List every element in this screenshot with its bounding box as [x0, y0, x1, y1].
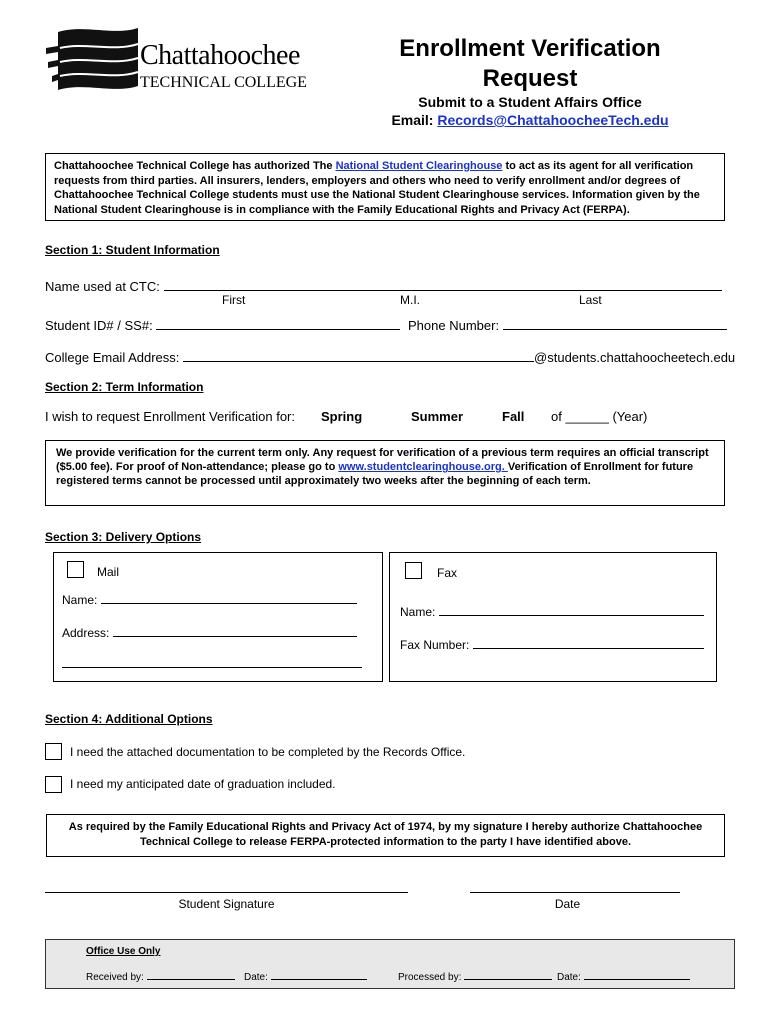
- mail-option-box: [53, 552, 383, 682]
- term-fall[interactable]: Fall: [502, 409, 525, 424]
- term-note-text-1: We provide verification for the current term only. Any request for verification of a previous term requires an official transcript ($5.00 fee). For proof of Non-attendance; please go to: [56, 447, 709, 474]
- mail-address-line-2[interactable]: [62, 667, 362, 668]
- mail-address-row: [62, 623, 357, 640]
- mail-address-label: Address:: [62, 626, 110, 640]
- processed-by-input[interactable]: [464, 969, 552, 980]
- documentation-option-label: I need the attached documentation to be completed by the Records Office.: [70, 745, 466, 759]
- processed-by-label: Processed by:: [398, 972, 462, 983]
- graduation-date-option-label: I need my anticipated date of graduation included.: [70, 777, 336, 791]
- date-label: Date: [554, 897, 581, 911]
- first-label: First: [222, 293, 246, 307]
- received-by-label: Received by:: [86, 972, 144, 983]
- fax-option-box: [389, 552, 717, 682]
- college-email-suffix: @students.chattahoocheetech.edu: [534, 350, 736, 365]
- year-field[interactable]: of ______ (Year): [551, 409, 648, 424]
- section4-heading: Section 4: Additional Options: [45, 712, 213, 726]
- phone-label: Phone Number:: [408, 318, 500, 333]
- clearinghouse-site-link[interactable]: www.studentclearinghouse.org.: [338, 461, 508, 474]
- flag-logo-icon: [44, 26, 139, 96]
- phone-input[interactable]: [503, 315, 727, 330]
- processed-date-row: [557, 969, 690, 983]
- received-date-input[interactable]: [271, 969, 367, 980]
- section3-heading: Section 3: Delivery Options: [45, 530, 202, 544]
- processed-date-label: Date:: [557, 972, 581, 983]
- fax-number-input[interactable]: [473, 635, 704, 649]
- mail-name-row: [62, 590, 357, 607]
- received-by-row: [86, 969, 235, 983]
- logo-subtitle: TECHNICAL COLLEGE: [140, 74, 307, 91]
- term-note: [45, 440, 725, 506]
- fax-number-row: [400, 635, 704, 652]
- section1-heading: Section 1: Student Information: [45, 243, 220, 257]
- processed-date-input[interactable]: [584, 969, 690, 980]
- notice-text-2: to act as its agent for all verification requests from third parties. All insurers, lenders, employers and others who need to verify enrollment and/or degrees of Chattahoochee Technical College students must use the National Student Clearinghouse services. Information given by the National Student Clearinghouse is in compliance with the Family Educational Rights and Privacy Act (FERPA).: [54, 160, 700, 216]
- name-row: [45, 276, 722, 294]
- college-email-label: College Email Address:: [45, 350, 180, 365]
- mail-name-label: Name:: [62, 593, 98, 607]
- request-label: I wish to request Enrollment Verification for:: [45, 409, 296, 424]
- student-id-input[interactable]: [156, 315, 400, 330]
- graduation-date-checkbox[interactable]: [45, 776, 62, 793]
- ferpa-text: As required by the Family Educational Rights and Privacy Act of 1974, by my signature I hereby authorize Chattahoochee Technical College to release FERPA-protected information to the party I have identified above.: [68, 821, 703, 848]
- term-spring[interactable]: Spring: [321, 409, 363, 424]
- page-title-line1: Enrollment Verification: [399, 35, 661, 62]
- college-email-row: [45, 347, 735, 365]
- signature-line[interactable]: [45, 892, 408, 893]
- name-input[interactable]: [164, 276, 722, 291]
- office-use-heading: Office Use Only: [86, 946, 161, 957]
- fax-checkbox[interactable]: [405, 562, 422, 579]
- page-title-line2: Request: [482, 65, 578, 92]
- student-id-label: Student ID# / SS#:: [45, 318, 153, 333]
- mail-label: Mail: [97, 565, 120, 579]
- fax-name-input[interactable]: [439, 602, 704, 616]
- office-use-box: [45, 939, 735, 989]
- ferpa-authorization: [46, 814, 725, 857]
- mail-address-input[interactable]: [113, 623, 357, 637]
- fax-name-row: [400, 602, 704, 619]
- mail-name-input[interactable]: [101, 590, 357, 604]
- email-label: Email:: [391, 112, 434, 128]
- received-date-row: [244, 969, 367, 983]
- id-row: [45, 315, 400, 333]
- phone-row: [408, 315, 727, 333]
- clearinghouse-notice: [45, 153, 725, 221]
- processed-by-row: [398, 969, 552, 983]
- mi-label: M.I.: [400, 293, 420, 307]
- email-line: [360, 112, 700, 128]
- received-by-input[interactable]: [147, 969, 235, 980]
- college-email-input[interactable]: [183, 347, 534, 362]
- name-label: Name used at CTC:: [45, 279, 160, 294]
- fax-number-label: Fax Number:: [400, 638, 470, 652]
- notice-text-1: Chattahoochee Technical College has authorized The: [54, 160, 336, 172]
- documentation-checkbox[interactable]: [45, 743, 62, 760]
- logo-name: Chattahoochee: [140, 40, 300, 71]
- term-note-text-2: Verification of Enrollment for future registered terms cannot be processed until approximately two weeks after the beginning of each term.: [56, 461, 694, 488]
- fax-label: Fax: [437, 566, 458, 580]
- last-label: Last: [579, 293, 602, 307]
- clearinghouse-link[interactable]: National Student Clearinghouse: [335, 160, 503, 172]
- records-email-link[interactable]: Records@ChattahoocheeTech.edu: [437, 112, 669, 128]
- submit-to-text: Submit to a Student Affairs Office: [418, 94, 642, 110]
- mail-checkbox[interactable]: [67, 561, 84, 578]
- date-line[interactable]: [470, 892, 680, 893]
- student-signature-label: Student Signature: [178, 897, 275, 911]
- fax-name-label: Name:: [400, 605, 436, 619]
- section2-heading: Section 2: Term Information: [45, 380, 204, 394]
- received-date-label: Date:: [244, 972, 268, 983]
- term-summer[interactable]: Summer: [411, 409, 464, 424]
- college-logo: [44, 26, 334, 96]
